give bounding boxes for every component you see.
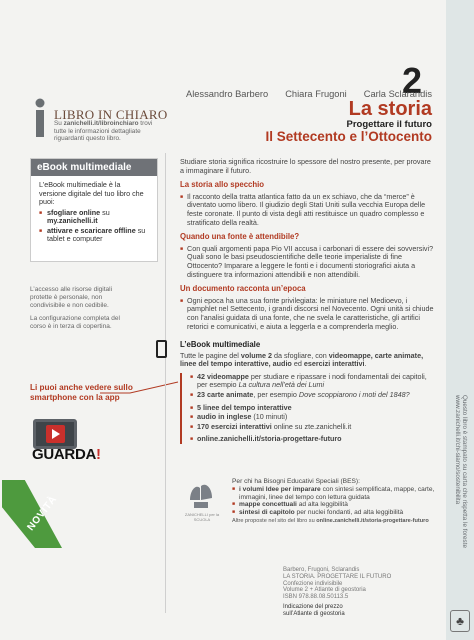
ebook-section-intro [180,352,434,369]
section-text: ■ Il racconto della tratta atlantica fatto da un ex schiavo, che da “merce” è diventato uomo libero. Il giudizio degli Stati Uniti sulla vecchia Europa delle feste coronate. Il punto di vista degli atti restituisce un quadro complesso e stratificato della realtà. [180,193,434,227]
ribbon-band [2,480,62,548]
info-i-icon [33,98,47,138]
text-fragment: (10 minuti) [251,412,288,422]
ebook-box-body [31,176,157,249]
list-item [190,373,434,390]
ebook-section-heading: L’eBook multimediale [180,340,261,350]
bes-note [232,518,442,526]
text-fragment: mappe concettuali [239,501,297,509]
colophon-line: LA STORIA. PROGETTARE IL FUTURO [283,573,392,580]
text-fragment: volume 2 [240,350,273,360]
text-fragment: 170 esercizi interattivi [197,421,272,431]
guarda-logo [32,446,101,463]
list-item [232,486,442,502]
list-item [190,423,434,432]
text-fragment: da sfogliare, con [272,350,329,360]
bes-box [232,478,442,526]
main-column [180,158,434,445]
configuration-note: La configurazione completa del corso è in terza di copertina. [30,315,120,330]
text-fragment: sintesi di capitolo [239,509,295,517]
guarda-word: GUARDA [32,446,97,463]
libro-in-chiaro-title: LIBRO IN CHIARO [54,107,168,122]
section-text: ■ Con quali argomenti papa Pio VII accusa i carbonari di essere dei sovversivi? Quali sono le basi pseudoscientifiche delle teorie imperialiste di fine Ottocento? Imparare a leggere le fonti e i documenti storiografici aiuta a distinguere tra informazioni attendibili e non attendibili. [180,245,434,279]
spine-line: Questo libro è stampato su carta che rispetta le foreste [461,395,468,548]
libro-in-chiaro-text [54,120,162,143]
text-fragment: ad alta leggibilità [296,501,348,509]
book-subtitle: Progettare il futuro [346,119,432,130]
colophon-line: Confezione indivisibile [283,580,343,587]
text-fragment: audio in inglese [197,412,252,422]
text-fragment: 5 linee del tempo interattive [197,402,292,412]
text-fragment: per nuclei fondanti, ad alta leggibilità [294,509,404,517]
access-note: L’accesso alle risorse digitali protette è personale, non condivisibile e non cedibile. [30,286,113,309]
connector-line [100,379,180,399]
list-item [190,413,434,422]
text-fragment: , per esempio [253,390,299,400]
text-fragment: i volumi Idee per imparare [239,485,321,493]
ebook-box-list [39,209,149,244]
text-fragment: Altre proposte nel sito del libro su [232,517,317,524]
intro-text: Studiare storia significa ricostruire lo spessore del nostro presente, per provare a immaginare il futuro. [180,157,431,175]
spine-line: www.zanichelli.it/chi-siamo/sostenibilita [454,395,461,505]
book-title: La storia [348,98,432,120]
volume-number: 2 [402,60,423,101]
column-divider [165,153,166,613]
text-fragment: attivare e scaricare offline [47,225,136,235]
list-item [190,391,434,400]
text-fragment: Dove scoppiarono i moti del 1848? [298,390,410,400]
colophon [283,567,433,618]
myzanichelli-link[interactable]: my.zanichelli.it [47,216,98,225]
text-fragment: 23 carte animate [197,390,254,400]
colophon-line: Barbero, Frugoni, Sclarandis [283,567,360,573]
guarda-bang: ! [96,446,101,463]
bes-online-link[interactable]: online.zanichelli.it/storia-progettare-futuro [316,517,429,524]
text-fragment: La cultura nell’età dei Lumi [238,380,325,390]
libro-in-chiaro-link[interactable]: zanichelli.it/libroinchiaro [63,120,139,127]
guarda-app-icon[interactable] [33,419,77,449]
price-note: Indicazione del prezzo [283,603,343,610]
text-fragment: videomappe, carte animate, linee del tempo interattive, audio [180,350,424,369]
text-fragment: online su zte.zanichelli.it [271,421,352,431]
author-name: Alessandro Barbero [186,89,269,99]
smartphone-app-note: Li puoi anche vedere sullo smartphone con la app [30,383,133,402]
text-fragment: con sintesi semplificata, mappe, carte, immagini, linee del tempo con lettura guidata [239,485,435,501]
novita-ribbon [0,480,90,550]
text-fragment: Tutte le pagine del [180,350,241,360]
text-fragment: 42 videomappe [197,371,249,381]
novita-label: NOVITÀ [25,494,60,533]
section-heading: Un documento racconta un’epoca [180,284,306,294]
play-icon [46,425,65,443]
isbn: ISBN 978.88.08.50113.5 [283,594,349,601]
list-item [232,509,442,517]
text-fragment: per studiare e ripassare i nodi fondamentali dei capitoli, per esempio [197,371,427,390]
ebook-box-header: eBook multimediale [31,159,157,176]
text-fragment: su [100,207,110,217]
text-fragment: ed [291,359,304,369]
online-resources-link[interactable]: ■ online.zanichelli.it/storia-progettare-futuro [190,435,434,444]
smartphone-icon [156,340,167,358]
author-name: Chiara Frugoni [285,89,347,99]
list-item [232,501,442,509]
text-fragment: trovi tutte le informazioni dettagliate riguardanti questo libro. [54,120,153,143]
forest-certification-icon: ♣ [450,610,470,632]
bes-icon-caption: ZANICHELLI per la SCUOLA [184,512,220,522]
list-item [39,227,149,244]
author-name: Carla Sclarandis [363,89,432,99]
bes-hands-icon [184,478,218,512]
spine-sustainability-note [452,395,468,630]
ebook-feature-list [180,373,434,444]
section-heading: La storia allo specchio [180,180,265,190]
text-fragment: esercizi interattivi [303,359,365,369]
price-note: sull’Atlante di geostoria [283,610,345,617]
colophon-line: Volume 2 + Atlante di geostoria [283,587,366,594]
book-period-title: Il Settecento e l’Ottocento [265,129,432,144]
section-heading: Quando una fonte è attendibile? [180,232,300,242]
list-item [39,209,149,226]
text-fragment: su tablet e computer [47,225,146,243]
text-fragment: . [364,359,367,369]
list-item [190,404,434,413]
section-text: ■ Ogni epoca ha una sua fonte privilegiata: le miniature nel Medioevo, i pamphlet nel Settecento, i grandi discorsi nel Novecento. Ogni unità si chiude con l’analisi guidata di una fonte, che ne svela le caratteristiche, gli artifici retorici e comunicativi, e aiuta a leggerla e a comprenderla meglio. [180,297,434,331]
ebook-box [30,158,158,262]
ebook-box-intro: L’eBook multimediale è la versione digitale del tuo libro che puoi: [39,180,144,206]
text-fragment: Su [54,120,64,127]
text-fragment: sfogliare online [47,207,101,217]
bes-intro: Per chi ha Bisogni Educativi Speciali (BES): [232,478,360,485]
